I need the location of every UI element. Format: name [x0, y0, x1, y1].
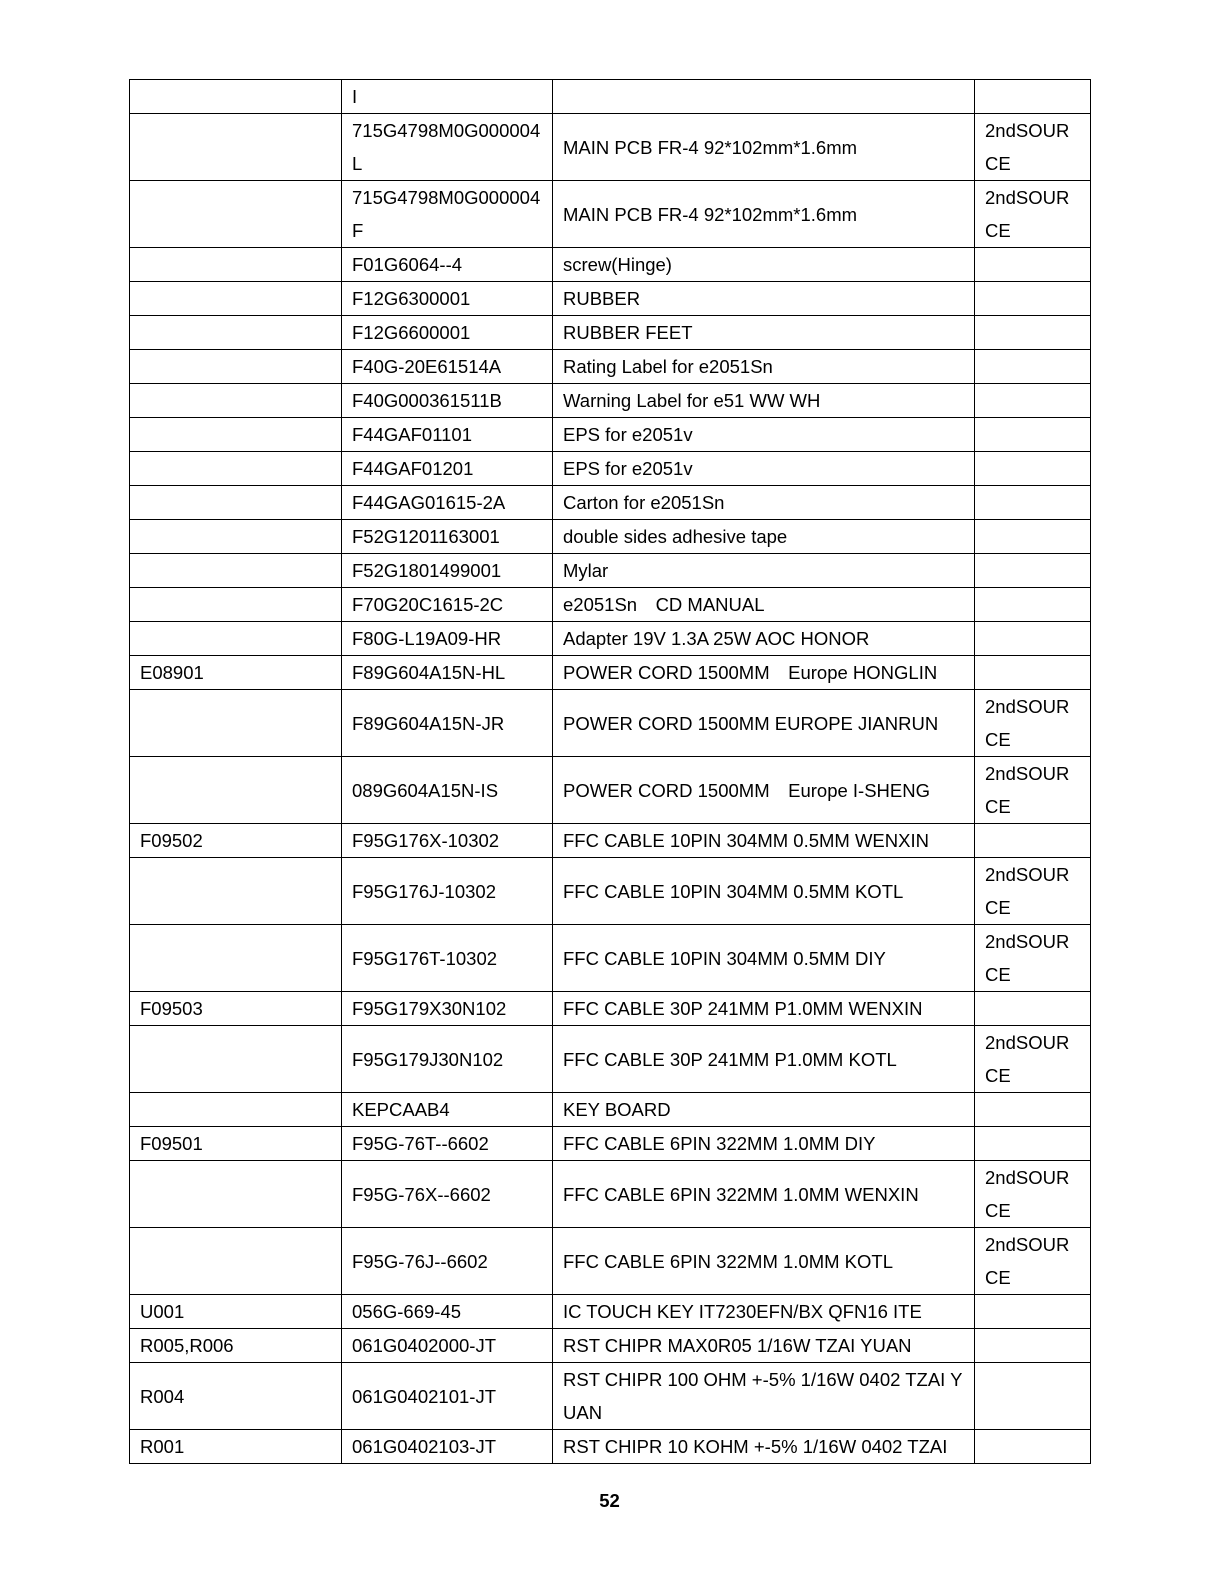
part-number-cell: 715G4798M0G000004F: [342, 181, 553, 248]
description-cell: POWER CORD 1500MM Europe HONGLIN: [553, 656, 975, 690]
description-cell: POWER CORD 1500MM EUROPE JIANRUN: [553, 690, 975, 757]
part-number-cell: F12G6300001: [342, 282, 553, 316]
description-cell: EPS for e2051v: [553, 418, 975, 452]
table-row: [130, 181, 1091, 248]
table-row: [130, 248, 1091, 282]
part-number-cell: F95G-76T--6602: [342, 1127, 553, 1161]
part-number-cell: 056G-669-45: [342, 1295, 553, 1329]
part-number-cell: F12G6600001: [342, 316, 553, 350]
description-cell: FFC CABLE 10PIN 304MM 0.5MM KOTL: [553, 858, 975, 925]
table-row: [130, 554, 1091, 588]
part-number-cell: 089G604A15N-IS: [342, 757, 553, 824]
part-number-cell: I: [342, 80, 553, 114]
table-row: [130, 350, 1091, 384]
source-note-cell: [975, 588, 1091, 622]
location-cell: [130, 925, 342, 992]
source-note-cell: [975, 992, 1091, 1026]
source-note-cell: 2ndSOURCE: [975, 690, 1091, 757]
part-number-cell: F80G-L19A09-HR: [342, 622, 553, 656]
description-cell: KEY BOARD: [553, 1093, 975, 1127]
source-note-cell: 2ndSOURCE: [975, 1161, 1091, 1228]
location-cell: F09502: [130, 824, 342, 858]
description-cell: POWER CORD 1500MM Europe I-SHENG: [553, 757, 975, 824]
description-cell: [553, 80, 975, 114]
location-cell: [130, 1228, 342, 1295]
location-cell: [130, 418, 342, 452]
table-row: [130, 1093, 1091, 1127]
location-cell: E08901: [130, 656, 342, 690]
location-cell: [130, 757, 342, 824]
table-row: [130, 316, 1091, 350]
source-note-cell: [975, 418, 1091, 452]
table-row: [130, 1430, 1091, 1464]
description-cell: RST CHIPR 10 KOHM +-5% 1/16W 0402 TZAI: [553, 1430, 975, 1464]
part-number-cell: 061G0402103-JT: [342, 1430, 553, 1464]
description-cell: RUBBER FEET: [553, 316, 975, 350]
table-row: [130, 114, 1091, 181]
part-number-cell: F95G176X-10302: [342, 824, 553, 858]
part-number-cell: F40G000361511B: [342, 384, 553, 418]
source-note-cell: 2ndSOURCE: [975, 181, 1091, 248]
source-note-cell: [975, 1430, 1091, 1464]
description-cell: FFC CABLE 6PIN 322MM 1.0MM KOTL: [553, 1228, 975, 1295]
source-note-cell: [975, 316, 1091, 350]
source-note-cell: [975, 1329, 1091, 1363]
description-cell: IC TOUCH KEY IT7230EFN/BX QFN16 ITE: [553, 1295, 975, 1329]
part-number-cell: F95G-76X--6602: [342, 1161, 553, 1228]
source-note-cell: [975, 656, 1091, 690]
description-cell: Carton for e2051Sn: [553, 486, 975, 520]
source-note-cell: 2ndSOURCE: [975, 114, 1091, 181]
source-note-cell: [975, 554, 1091, 588]
location-cell: [130, 1093, 342, 1127]
location-cell: [130, 858, 342, 925]
location-cell: [130, 486, 342, 520]
table-row: [130, 418, 1091, 452]
table-row: [130, 622, 1091, 656]
part-number-cell: F40G-20E61514A: [342, 350, 553, 384]
source-note-cell: [975, 282, 1091, 316]
description-cell: FFC CABLE 6PIN 322MM 1.0MM DIY: [553, 1127, 975, 1161]
table-row: [130, 858, 1091, 925]
location-cell: [130, 282, 342, 316]
source-note-cell: [975, 824, 1091, 858]
location-cell: [130, 1161, 342, 1228]
description-cell: screw(Hinge): [553, 248, 975, 282]
source-note-cell: [975, 1363, 1091, 1430]
description-cell: Warning Label for e51 WW WH: [553, 384, 975, 418]
table-row: [130, 690, 1091, 757]
part-number-cell: F44GAF01201: [342, 452, 553, 486]
part-number-cell: 061G0402101-JT: [342, 1363, 553, 1430]
table-row: [130, 1329, 1091, 1363]
location-cell: U001: [130, 1295, 342, 1329]
description-cell: FFC CABLE 30P 241MM P1.0MM WENXIN: [553, 992, 975, 1026]
source-note-cell: [975, 384, 1091, 418]
table-row: [130, 588, 1091, 622]
source-note-cell: [975, 1295, 1091, 1329]
description-cell: MAIN PCB FR-4 92*102mm*1.6mm: [553, 114, 975, 181]
source-note-cell: [975, 520, 1091, 554]
location-cell: [130, 452, 342, 486]
location-cell: R005,R006: [130, 1329, 342, 1363]
description-cell: FFC CABLE 30P 241MM P1.0MM KOTL: [553, 1026, 975, 1093]
description-cell: FFC CABLE 10PIN 304MM 0.5MM DIY: [553, 925, 975, 992]
table-row: [130, 486, 1091, 520]
location-cell: [130, 350, 342, 384]
part-number-cell: F95G179J30N102: [342, 1026, 553, 1093]
source-note-cell: 2ndSOURCE: [975, 858, 1091, 925]
table-row: [130, 925, 1091, 992]
source-note-cell: 2ndSOURCE: [975, 1026, 1091, 1093]
location-cell: F09501: [130, 1127, 342, 1161]
parts-table-body: [130, 80, 1091, 1464]
table-row: [130, 80, 1091, 114]
description-cell: EPS for e2051v: [553, 452, 975, 486]
part-number-cell: F70G20C1615-2C: [342, 588, 553, 622]
table-row: [130, 520, 1091, 554]
description-cell: Adapter 19V 1.3A 25W AOC HONOR: [553, 622, 975, 656]
description-cell: Mylar: [553, 554, 975, 588]
source-note-cell: 2ndSOURCE: [975, 1228, 1091, 1295]
location-cell: [130, 588, 342, 622]
location-cell: R004: [130, 1363, 342, 1430]
location-cell: [130, 384, 342, 418]
part-number-cell: F44GAG01615-2A: [342, 486, 553, 520]
part-number-cell: F95G-76J--6602: [342, 1228, 553, 1295]
table-row: [130, 992, 1091, 1026]
location-cell: [130, 690, 342, 757]
source-note-cell: [975, 350, 1091, 384]
part-number-cell: F95G176T-10302: [342, 925, 553, 992]
location-cell: [130, 181, 342, 248]
source-note-cell: [975, 1127, 1091, 1161]
part-number-cell: F52G1201163001: [342, 520, 553, 554]
description-cell: double sides adhesive tape: [553, 520, 975, 554]
location-cell: [130, 80, 342, 114]
source-note-cell: [975, 248, 1091, 282]
table-row: [130, 1228, 1091, 1295]
table-row: [130, 1363, 1091, 1430]
description-cell: Rating Label for e2051Sn: [553, 350, 975, 384]
location-cell: R001: [130, 1430, 342, 1464]
location-cell: F09503: [130, 992, 342, 1026]
location-cell: [130, 1026, 342, 1093]
source-note-cell: [975, 452, 1091, 486]
source-note-cell: [975, 1093, 1091, 1127]
location-cell: [130, 520, 342, 554]
part-number-cell: F95G176J-10302: [342, 858, 553, 925]
location-cell: [130, 114, 342, 181]
location-cell: [130, 248, 342, 282]
table-row: [130, 1127, 1091, 1161]
part-number-cell: F44GAF01101: [342, 418, 553, 452]
part-number-cell: 061G0402000-JT: [342, 1329, 553, 1363]
part-number-cell: KEPCAAB4: [342, 1093, 553, 1127]
location-cell: [130, 316, 342, 350]
page-number: 52: [599, 1490, 620, 1511]
part-number-cell: F52G1801499001: [342, 554, 553, 588]
location-cell: [130, 622, 342, 656]
table-row: [130, 824, 1091, 858]
table-row: [130, 1161, 1091, 1228]
source-note-cell: 2ndSOURCE: [975, 757, 1091, 824]
part-number-cell: 715G4798M0G000004L: [342, 114, 553, 181]
description-cell: FFC CABLE 6PIN 322MM 1.0MM WENXIN: [553, 1161, 975, 1228]
description-cell: RST CHIPR MAX0R05 1/16W TZAI YUAN: [553, 1329, 975, 1363]
description-cell: e2051Sn CD MANUAL: [553, 588, 975, 622]
part-number-cell: F89G604A15N-JR: [342, 690, 553, 757]
description-cell: MAIN PCB FR-4 92*102mm*1.6mm: [553, 181, 975, 248]
source-note-cell: 2ndSOURCE: [975, 925, 1091, 992]
location-cell: [130, 554, 342, 588]
source-note-cell: [975, 486, 1091, 520]
table-row: [130, 1295, 1091, 1329]
table-row: [130, 757, 1091, 824]
description-cell: RUBBER: [553, 282, 975, 316]
table-row: [130, 384, 1091, 418]
table-row: [130, 1026, 1091, 1093]
table-row: [130, 452, 1091, 486]
part-number-cell: F89G604A15N-HL: [342, 656, 553, 690]
table-row: [130, 656, 1091, 690]
source-note-cell: [975, 622, 1091, 656]
description-cell: RST CHIPR 100 OHM +-5% 1/16W 0402 TZAI YUAN: [553, 1363, 975, 1430]
parts-table: [129, 79, 1091, 1464]
part-number-cell: F95G179X30N102: [342, 992, 553, 1026]
table-row: [130, 282, 1091, 316]
description-cell: FFC CABLE 10PIN 304MM 0.5MM WENXIN: [553, 824, 975, 858]
source-note-cell: [975, 80, 1091, 114]
part-number-cell: F01G6064--4: [342, 248, 553, 282]
